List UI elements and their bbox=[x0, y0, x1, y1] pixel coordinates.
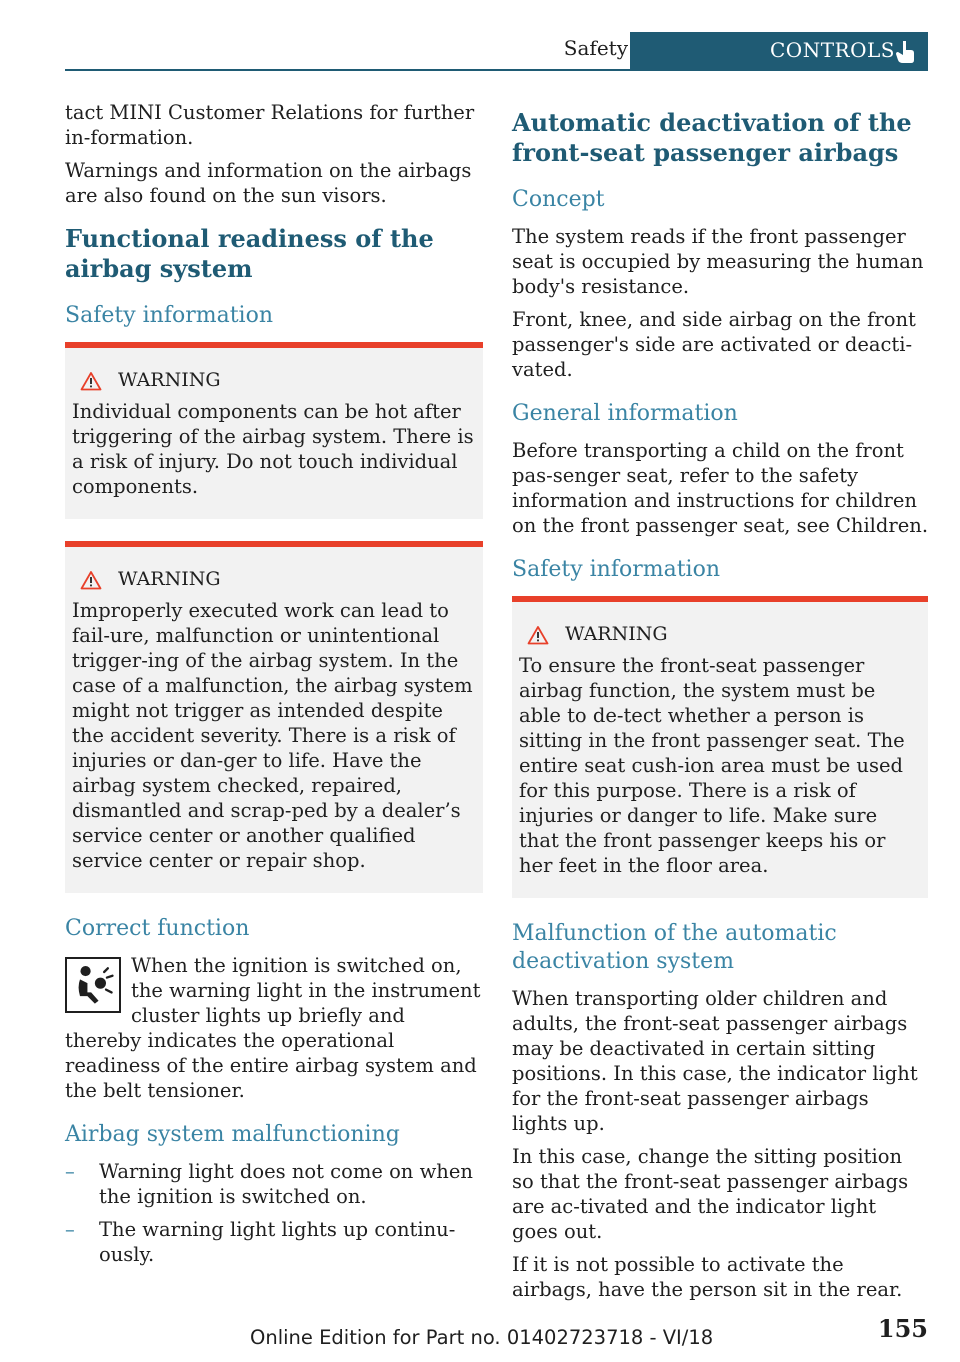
concept-paragraph-1: The system reads if the front passenger seat is occupied by measuring the human body's resistance. bbox=[512, 225, 924, 298]
warning-box-seat-occupancy bbox=[512, 596, 928, 898]
heading-functional-readiness: Functional readiness of the airbag system bbox=[65, 224, 434, 283]
warning-triangle-icon bbox=[80, 371, 102, 391]
warning-triangle-icon bbox=[80, 570, 102, 590]
heading-concept: Concept bbox=[512, 187, 605, 212]
heading-safety-information: Safety information bbox=[65, 303, 273, 328]
warning-text: Improperly executed work can lead to fail‐ure, malfunction or unintentional trigger‐ing of the airbag system. In the case of a malfunction, the airbag system might not trigger as intended despite the accident severity. There is a risk of injuries or dan‐ger to life. Have the airbag system checked, repaired, dismantled and scrap‐ped by a dealer’s service center or another qualified service center or repair shop. bbox=[72, 599, 473, 872]
airbag-warning-light-icon bbox=[65, 957, 121, 1013]
heading-automatic-deactivation: Automatic deactivation of the front-seat passenger airbags bbox=[512, 108, 912, 167]
warning-box-hot-components bbox=[65, 342, 483, 519]
heading-deactivation-malfunction: Malfunction of the automatic deactivation system bbox=[512, 921, 837, 974]
left-column bbox=[65, 100, 483, 1275]
intro-paragraph-2: Warnings and information on the airbags are also found on the sun visors. bbox=[65, 159, 472, 207]
heading-general-information: General information bbox=[512, 401, 738, 426]
warning-text: To ensure the front-seat passenger airbag function, the system must be able to de‐tect whether a person is sitting in the front passenger seat. The entire seat cush‐ion area must be used for this purpose. There is a risk of injuries or danger to life. Make sure that the front passenger keeps his or her feet in the floor area. bbox=[519, 654, 905, 877]
malfunction-list bbox=[65, 1159, 483, 1267]
warning-title: WARNING bbox=[72, 567, 475, 592]
warning-title: WARNING bbox=[72, 368, 475, 393]
correct-function-block bbox=[65, 953, 483, 1103]
warning-box-improper-work bbox=[65, 541, 483, 893]
right-column bbox=[512, 100, 928, 1310]
warning-title: WARNING bbox=[519, 622, 920, 647]
heading-safety-information: Safety information bbox=[512, 557, 720, 582]
footer-edition: Online Edition for Part no. 01402723718 - VI/18 bbox=[250, 1326, 714, 1349]
general-paragraph: Before transporting a child on the front pas‐senger seat, refer to the safety information and instructions for children on the front passenger seat, see Children. bbox=[512, 439, 929, 537]
correct-function-text: When the ignition is switched on, the warning light in the instrument cluster lights up briefly and thereby indicates the operational readiness of the entire airbag system and the belt tensioner. bbox=[65, 954, 481, 1102]
list-item: – Warning light does not come on when the ignition is switched on. bbox=[65, 1159, 483, 1209]
header-chapter-label: CONTROLS bbox=[770, 38, 895, 62]
list-item: – The warning light lights up continu‐ously. bbox=[65, 1217, 483, 1267]
malfunction-paragraph-1: When transporting older children and adults, the front-seat passenger airbags may be deactivated in certain sitting positions. In this case, the indicator light for the front-seat passenger airbags lights up. bbox=[512, 987, 918, 1135]
warning-text: Individual components can be hot after triggering of the airbag system. There is a risk of injury. Do not touch individual components. bbox=[72, 400, 474, 498]
warning-triangle-icon bbox=[527, 625, 549, 645]
heading-correct-function: Correct function bbox=[65, 916, 250, 941]
malfunction-paragraph-2: In this case, change the sitting position so that the front-seat passenger airbags are ac‐tivated and the indicator light goes out. bbox=[512, 1145, 909, 1243]
concept-paragraph-2: Front, knee, and side airbag on the front passenger's side are activated or deacti‐vated. bbox=[512, 308, 916, 381]
page-header bbox=[65, 32, 928, 71]
malfunction-paragraph-3: If it is not possible to activate the airbags, have the person sit in the rear. bbox=[512, 1253, 903, 1301]
intro-paragraph-1: tact MINI Customer Relations for further in‐formation. bbox=[65, 101, 475, 149]
pointing-hand-icon bbox=[894, 40, 916, 64]
header-chapter-band bbox=[630, 32, 928, 71]
header-rule bbox=[65, 69, 928, 71]
heading-airbag-malfunction: Airbag system malfunctioning bbox=[65, 1122, 400, 1147]
page-number: 155 bbox=[877, 1314, 928, 1343]
header-section-label: Safety bbox=[563, 36, 628, 60]
